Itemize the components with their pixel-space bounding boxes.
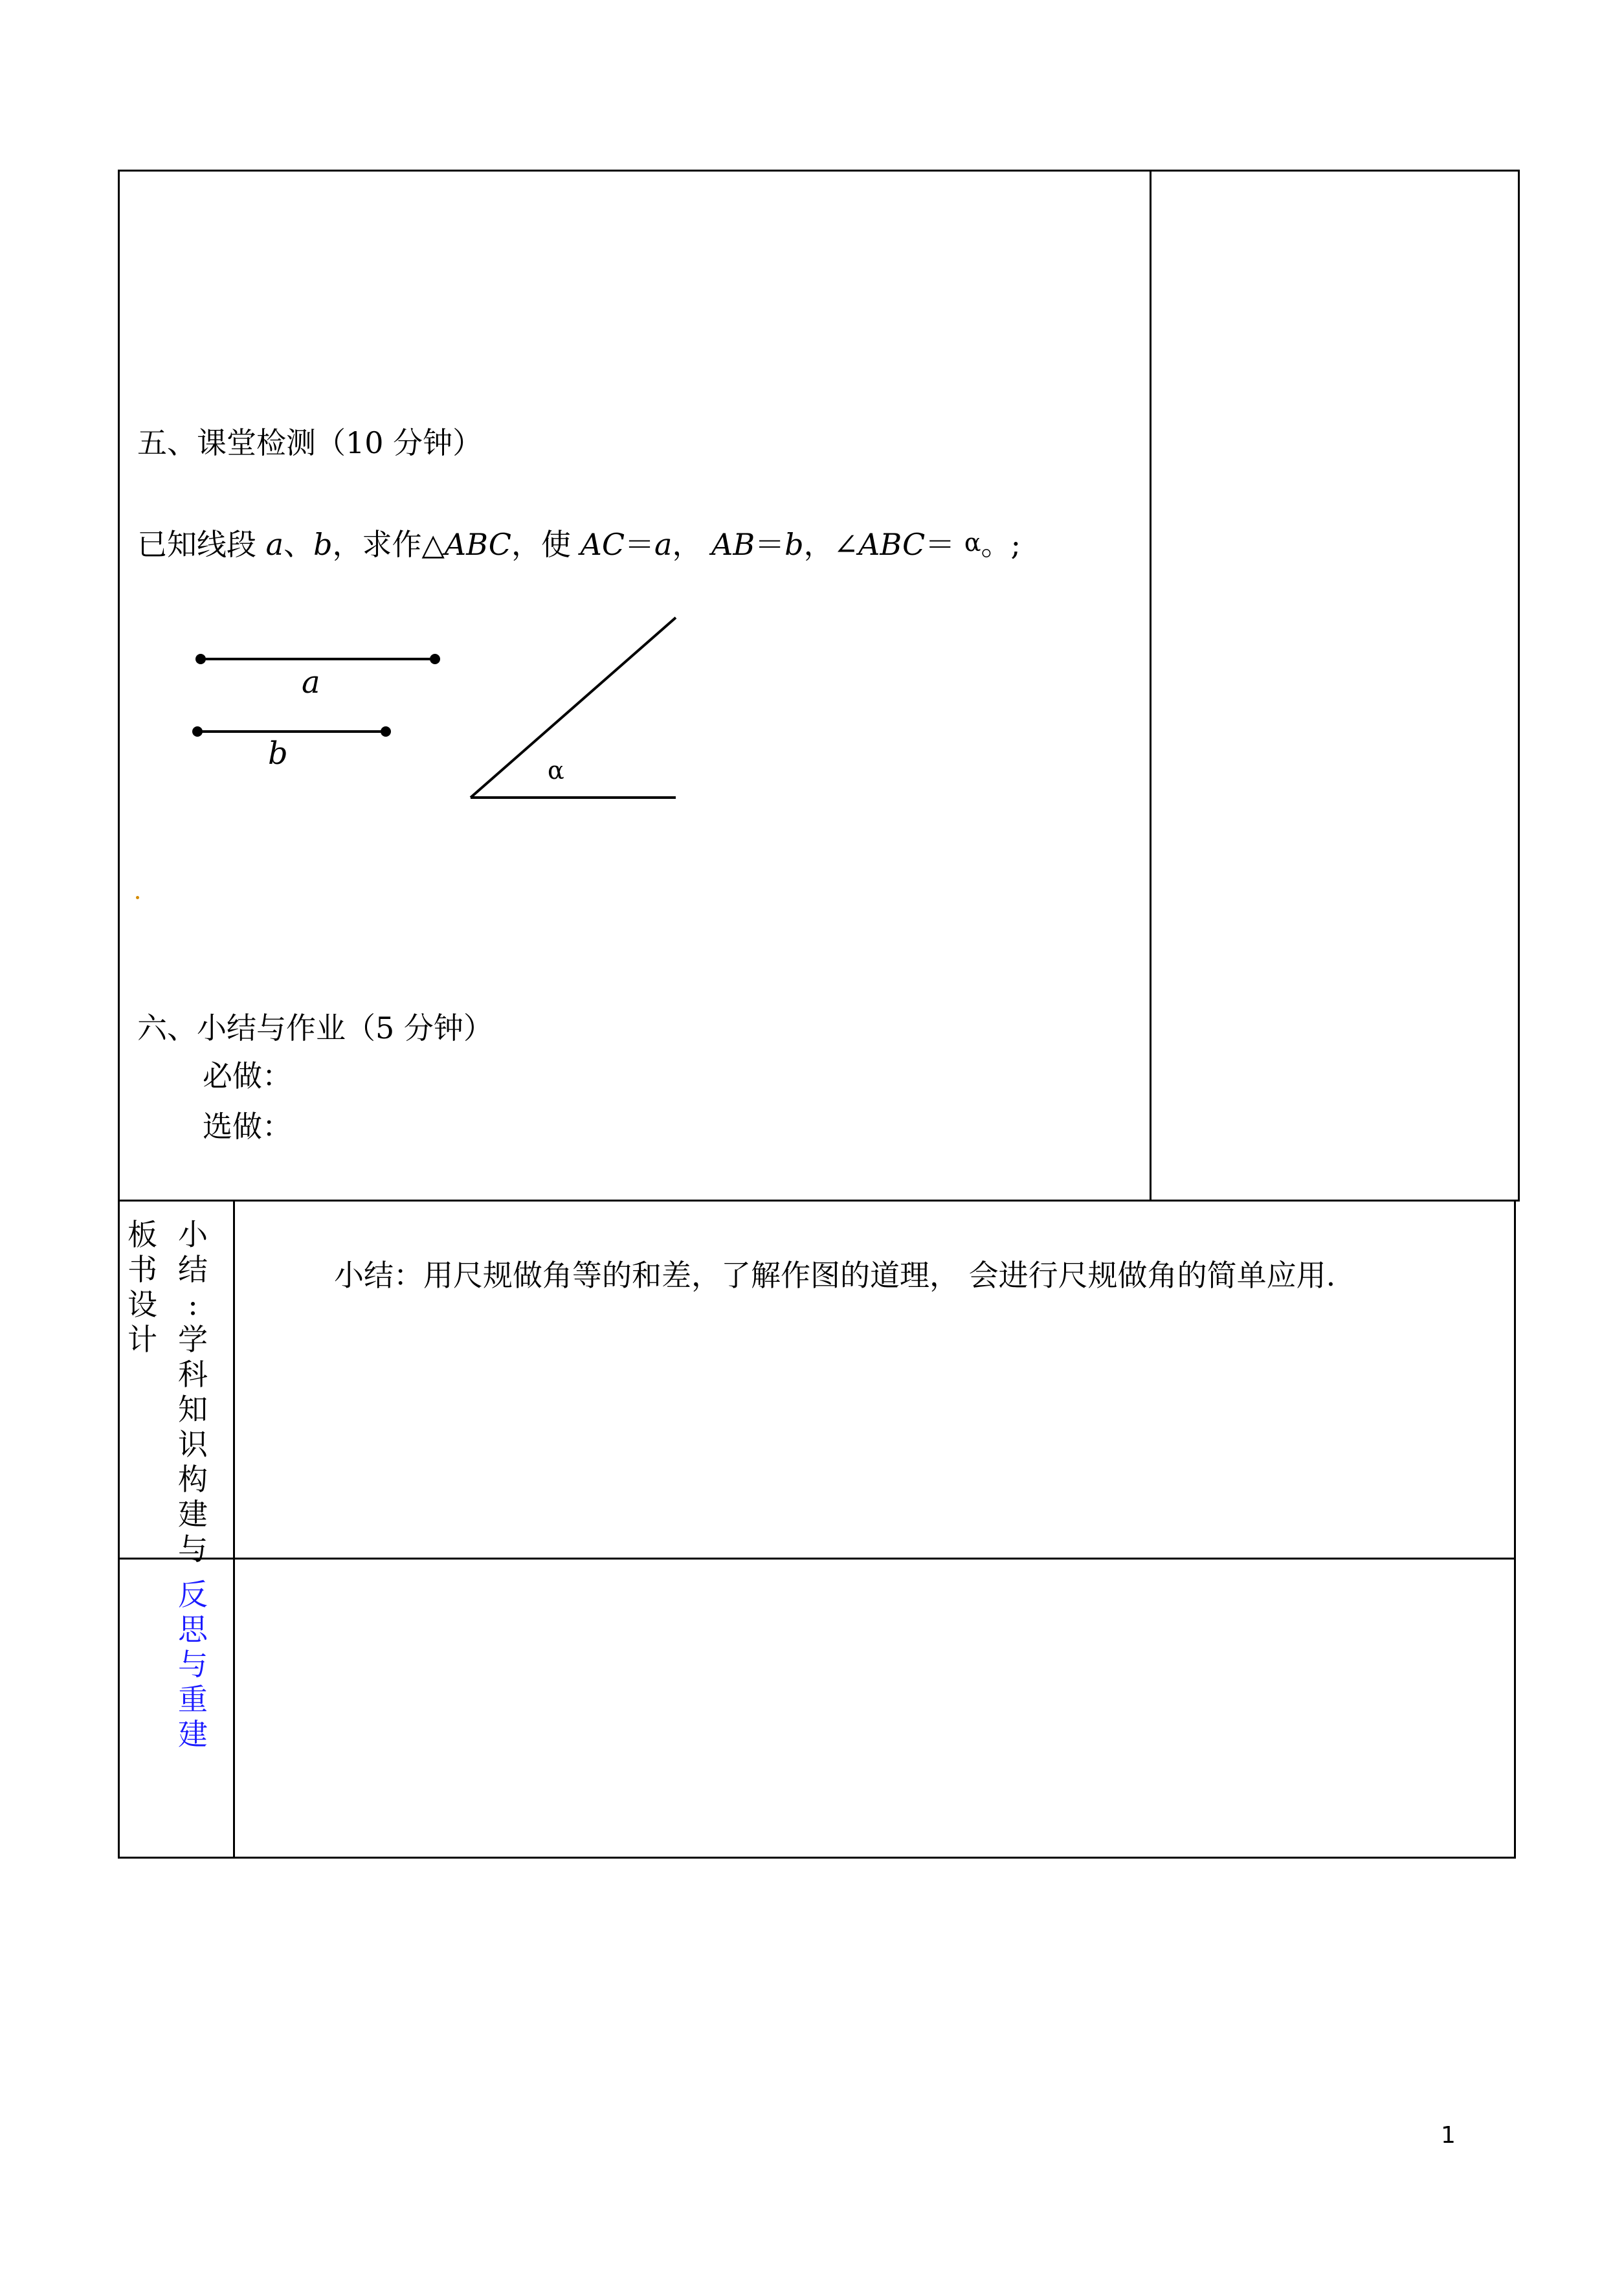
reflection-label: 反思与重建 <box>178 1577 208 1752</box>
problem-end: 。; <box>981 527 1021 562</box>
alpha-symbol: α <box>964 528 981 557</box>
label-b: b <box>268 735 288 772</box>
mid-text-2: ，使 <box>511 527 571 562</box>
homework-required: 必做： <box>203 1058 292 1093</box>
angle-alpha <box>471 618 676 798</box>
section-six-heading: 六、小结与作业（5 分钟） <box>137 1011 493 1046</box>
homework-optional: 选做： <box>203 1109 292 1144</box>
segment-ac: AC <box>580 527 625 562</box>
sep: 、 <box>284 527 314 562</box>
equals-3: ＝ <box>925 527 964 562</box>
summary-text: 小结：用尺规做角等的和差，了解作图的道理， 会进行尺规做角的简单应用. <box>334 1258 1336 1293</box>
page-number: 1 <box>1441 2122 1456 2149</box>
segment-ab: AB <box>711 527 755 562</box>
comma-angle: ，∠ <box>803 527 859 562</box>
angle-abc: ABC <box>858 527 926 562</box>
triangle-name: ABC <box>444 527 511 562</box>
var-a: a <box>265 527 284 562</box>
label-a: a <box>302 664 320 700</box>
equals: ＝ <box>625 527 655 562</box>
mid-text: ，求作△ <box>332 527 445 562</box>
problem-prefix: 已知线段 <box>137 527 256 562</box>
equals-2: ＝ <box>755 527 785 562</box>
board-design-label: 板书设计 <box>128 1217 157 1357</box>
stray-mark <box>136 896 139 899</box>
segment-a <box>195 654 440 664</box>
comma: ， <box>672 527 702 562</box>
segment-b <box>192 726 391 737</box>
knowledge-construction-label: 小结 :学科知识构建与 <box>178 1217 208 1567</box>
var-b-2: b <box>784 527 804 562</box>
var-b: b <box>313 527 333 562</box>
var-a-2: a <box>654 527 673 562</box>
label-alpha: α <box>548 756 564 785</box>
section-five-heading: 五、课堂检测（10 分钟） <box>137 425 483 460</box>
